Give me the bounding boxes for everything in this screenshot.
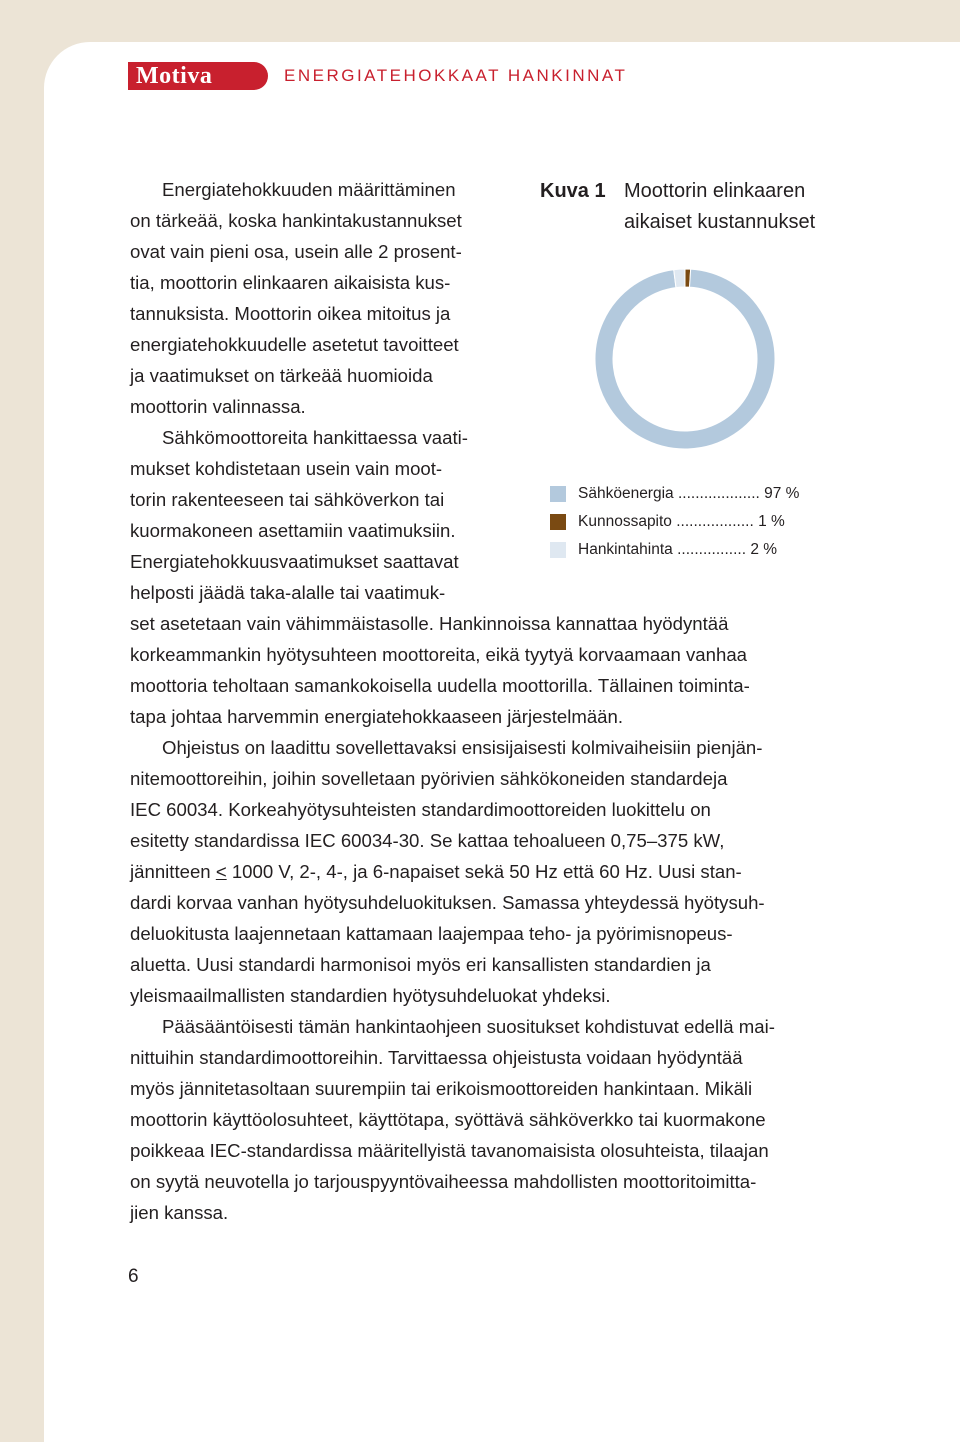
text-line: on tärkeää, koska hankintakustannukset <box>130 210 462 231</box>
motiva-logo <box>128 62 268 90</box>
text-line: ovat vain pieni osa, usein alle 2 prosent- <box>130 241 462 262</box>
legend-text <box>578 508 785 536</box>
text-line: IEC 60034. Korkeahyötysuhteisten standardimoottoreiden luokittelu on <box>130 799 711 820</box>
logo-text: Motiva <box>136 63 213 89</box>
figure-1 <box>540 176 840 576</box>
text-line: dardi korvaa vanhan hyötysuhdeluokituksen. Samassa yhteydessä hyötysuh- <box>130 892 765 913</box>
text-line: moottoria teholtaan samankokoisella uudella moottorilla. Tällainen toiminta- <box>130 675 750 696</box>
legend-swatch <box>550 514 566 530</box>
section-title: ENERGIATEHOKKAAT HANKINNAT <box>284 66 628 85</box>
text-line: nittuihin standardimoottoreihin. Tarvittaessa ohjeistusta voidaan hyödyntää <box>130 1047 743 1068</box>
text-line: aluetta. Uusi standardi harmonisoi myös eri kansallisten standardien ja <box>130 954 711 975</box>
legend-dots: .................. <box>676 513 754 530</box>
legend-text <box>578 480 799 508</box>
legend-dots: ................ <box>677 541 747 558</box>
text-line: Ohjeistus on laadittu sovellettavaksi ensisijaisesti kolmivaiheisiin pienjän- <box>162 737 763 758</box>
figure-title-line: Moottorin elinkaaren <box>624 180 806 202</box>
text-line: nitemoottoreihin, joihin sovelletaan pyörivien sähkökoneiden standardeja <box>130 768 728 789</box>
donut-chart <box>592 266 778 452</box>
text-line: on syytä neuvotella jo tarjouspyyntövaiheessa mahdollisten moottoritoimitta- <box>130 1171 757 1192</box>
text-line <box>130 856 830 887</box>
legend-swatch <box>550 486 566 502</box>
text-line: korkeammankin hyötysuhteen moottoreita, eikä tyytyä korvaamaan vanhaa <box>130 644 748 665</box>
figure-title <box>624 176 815 238</box>
legend-value: 1 % <box>758 513 785 530</box>
text-line: Energiatehokkuusvaatimukset saattavat <box>130 551 459 572</box>
text-line: yleismaailmallisten standardien hyötysuhdeluokat yhdeksi. <box>130 985 611 1006</box>
slice-hankintahinta <box>674 269 685 288</box>
text-line: deluokitusta laajennetaan kattamaan laajempaa teho- ja pyörimisnopeus- <box>130 923 733 944</box>
text-line: moottorin valinnassa. <box>130 396 306 417</box>
text-line: ja vaatimukset on tärkeää huomioida <box>130 365 433 386</box>
legend-label: Kunnossapito <box>578 513 672 530</box>
text-line: tannuksista. Moottorin oikea mitoitus ja <box>130 303 451 324</box>
text-line: tapa johtaa harvemmin energiatehokkaaseen järjestelmään. <box>130 706 624 727</box>
text-line: Pääsääntöisesti tämän hankintaohjeen suositukset kohdistuvat edellä mai- <box>162 1016 775 1037</box>
legend-dots: ................... <box>677 485 760 502</box>
text-line: kuormakoneen asettamiin vaatimuksiin. <box>130 520 456 541</box>
legend-text <box>578 536 777 564</box>
text-line: torin rakenteeseen tai sähköverkon tai <box>130 489 445 510</box>
text-line: mukset kohdistetaan usein vain moot- <box>130 458 443 479</box>
text-line: Sähkömoottoreita hankittaessa vaati- <box>162 427 468 448</box>
page-number: 6 <box>128 1266 139 1287</box>
text-line: moottorin käyttöolosuhteet, käyttötapa, syöttävä sähköverkko tai kuormakone <box>130 1109 766 1130</box>
legend-label: Hankintahinta <box>578 541 673 558</box>
text-line: energiatehokkuudelle asetetut tavoitteet <box>130 334 459 355</box>
text-line: myös jännitetasoltaan suurempiin tai erikoismoottoreiden hankintaan. Mikäli <box>130 1078 753 1099</box>
text-segment: jännitteen <box>130 861 211 882</box>
text-line: poikkeaa IEC-standardissa määritellyistä tavanomaisista olosuhteista, tilaajan <box>130 1140 769 1161</box>
text-line: tia, moottorin elinkaaren aikaisista kus- <box>130 272 451 293</box>
figure-label: Kuva 1 <box>540 180 606 202</box>
text-line: esitetty standardissa IEC 60034-30. Se kattaa tehoalueen 0,75–375 kW, <box>130 830 725 851</box>
less-equal-sign: < <box>215 861 227 882</box>
text-line: helposti jäädä taka-alalle tai vaatimuk- <box>130 582 446 603</box>
text-segment: 1000 V, 2-, 4-, ja 6-napaiset sekä 50 Hz että 60 Hz. Uusi stan- <box>231 861 742 882</box>
legend-value: 2 % <box>750 541 778 558</box>
legend-value: 97 % <box>764 485 800 502</box>
slice-sahkoenergia <box>595 269 775 449</box>
text-line: set asetetaan vain vähimmäistasolle. Hankinnoissa kannattaa hyödyntää <box>130 613 729 634</box>
legend-label: Sähköenergia <box>578 485 674 502</box>
figure-title-line: aikaiset kustannukset <box>624 211 816 233</box>
text-line: jien kanssa. <box>130 1202 229 1223</box>
legend-swatch <box>550 542 566 558</box>
text-line: Energiatehokkuuden määrittäminen <box>162 179 456 200</box>
